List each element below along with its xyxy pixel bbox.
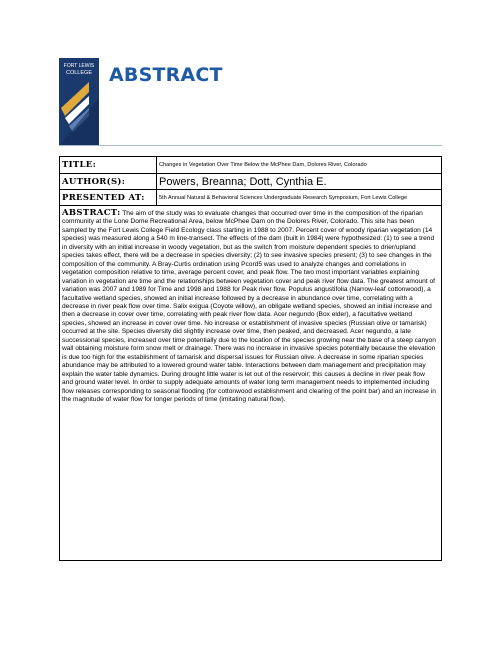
- title-row: [60, 157, 442, 174]
- abstract-text: The aim of the study was to evaluate changes that occurred over time in the composition of the riparian community at the Lone Dome Recreational Area, below McPhee Dam on the Dolores River, Colorado. This site has been sampled by the Fort Lewis College Field Ecology class starting in 1988 to 2007. Percent cover of woody riparian vegetation (14 species) was measured along a 540 m line-transect. The effects of the dam (built in 1984) were hypothesized: (1) to see a trend in diversity with an initial increase in woody vegetation, but as the switch from moisture dependent species to drier/upland species takes effect, there will be a decrease in species diversity; (2) to see invasive species present; (3) to see changes in the composition of the community. A Bray-Curtis ordination using Pcord5 was used to analyze changes and correlations in vegetation composition relative to time, average percent cover, and peak flow. The two most important variables explaining variation in vegetation are time and the relationships between vegetation cover and peak river flow data. The greatest amount of variation was 2007 and 1989 for Time and 1998 and 1988 for Peak river flow. Populus angustifolia (Narrow-leaf cottonwood), a facultative wetland species, showed an initial increase followed by a decrease in abundance over time, correlating with a decrease in river peak flow over time. Salix exigua (Coyote willow), an obligate wetland species, showed an initial increase and then a decrease in cover over time, correlating with peak river flow data. Acer negundo (Box elder), a facultative wetland species, showed an increase in cover over time. No increase or establishment of invasive species (Russian olive or tamarisk) occurred at the site. Species diversity did slightly increase over time, then peaked, and decreased. Acer negundo, a late successional species, increased over time potentially due to the location of the species growing near the base of a steep canyon wall obtaining moisture form snow melt or drainage. There was no increase in invasive species potentially because the elevation is due too high for the establishment of tamarisk and dispersal issues for Russian olive. A decrease in some riparian species abundance may be attributed to a lowered ground water table. Interactions between dam management and precipitation may explain the water table dynamics. During drought little water is let out of the reservoir; this causes a decline in river peak flow and ground water level. In order to supply adequate amounts of water long term management needs to implemented including flow releases corresponding to seasonal flooding (for cottonwood establishment and clearing of the point bar) and an increase in the magnitude of water flow for longer periods of time (imitating natural flow).: [62, 210, 436, 403]
- presented-value: 5th Annual Natural & Behavioral Sciences Undergraduate Research Symposium, Fort Lewis College: [157, 190, 442, 206]
- abstract-cell: [60, 206, 442, 561]
- logo-line-2: COLLEGE: [66, 70, 92, 76]
- presented-label: PRESENTED AT:: [60, 190, 157, 206]
- abstract-row: [60, 206, 442, 561]
- abstract-heading: ABSTRACT: [109, 64, 223, 86]
- presented-row: [60, 190, 442, 206]
- logo-line-1: FORT LEWIS: [63, 63, 95, 69]
- abstract-body: [62, 209, 439, 404]
- header-divider: [59, 145, 442, 146]
- authors-label: AUTHOR(S):: [60, 174, 157, 190]
- abstract-label: ABSTRACT:: [62, 208, 121, 218]
- authors-value: Powers, Breanna; Dott, Cynthia E.: [157, 174, 442, 190]
- title-value: Changes in Vegetation Over Time Below the McPhee Dam, Dolores River, Colorado: [157, 157, 442, 174]
- title-label: TITLE:: [60, 157, 157, 174]
- fort-lewis-college-logo: [59, 58, 99, 146]
- abstract-info-table: [59, 156, 442, 561]
- authors-row: [60, 174, 442, 190]
